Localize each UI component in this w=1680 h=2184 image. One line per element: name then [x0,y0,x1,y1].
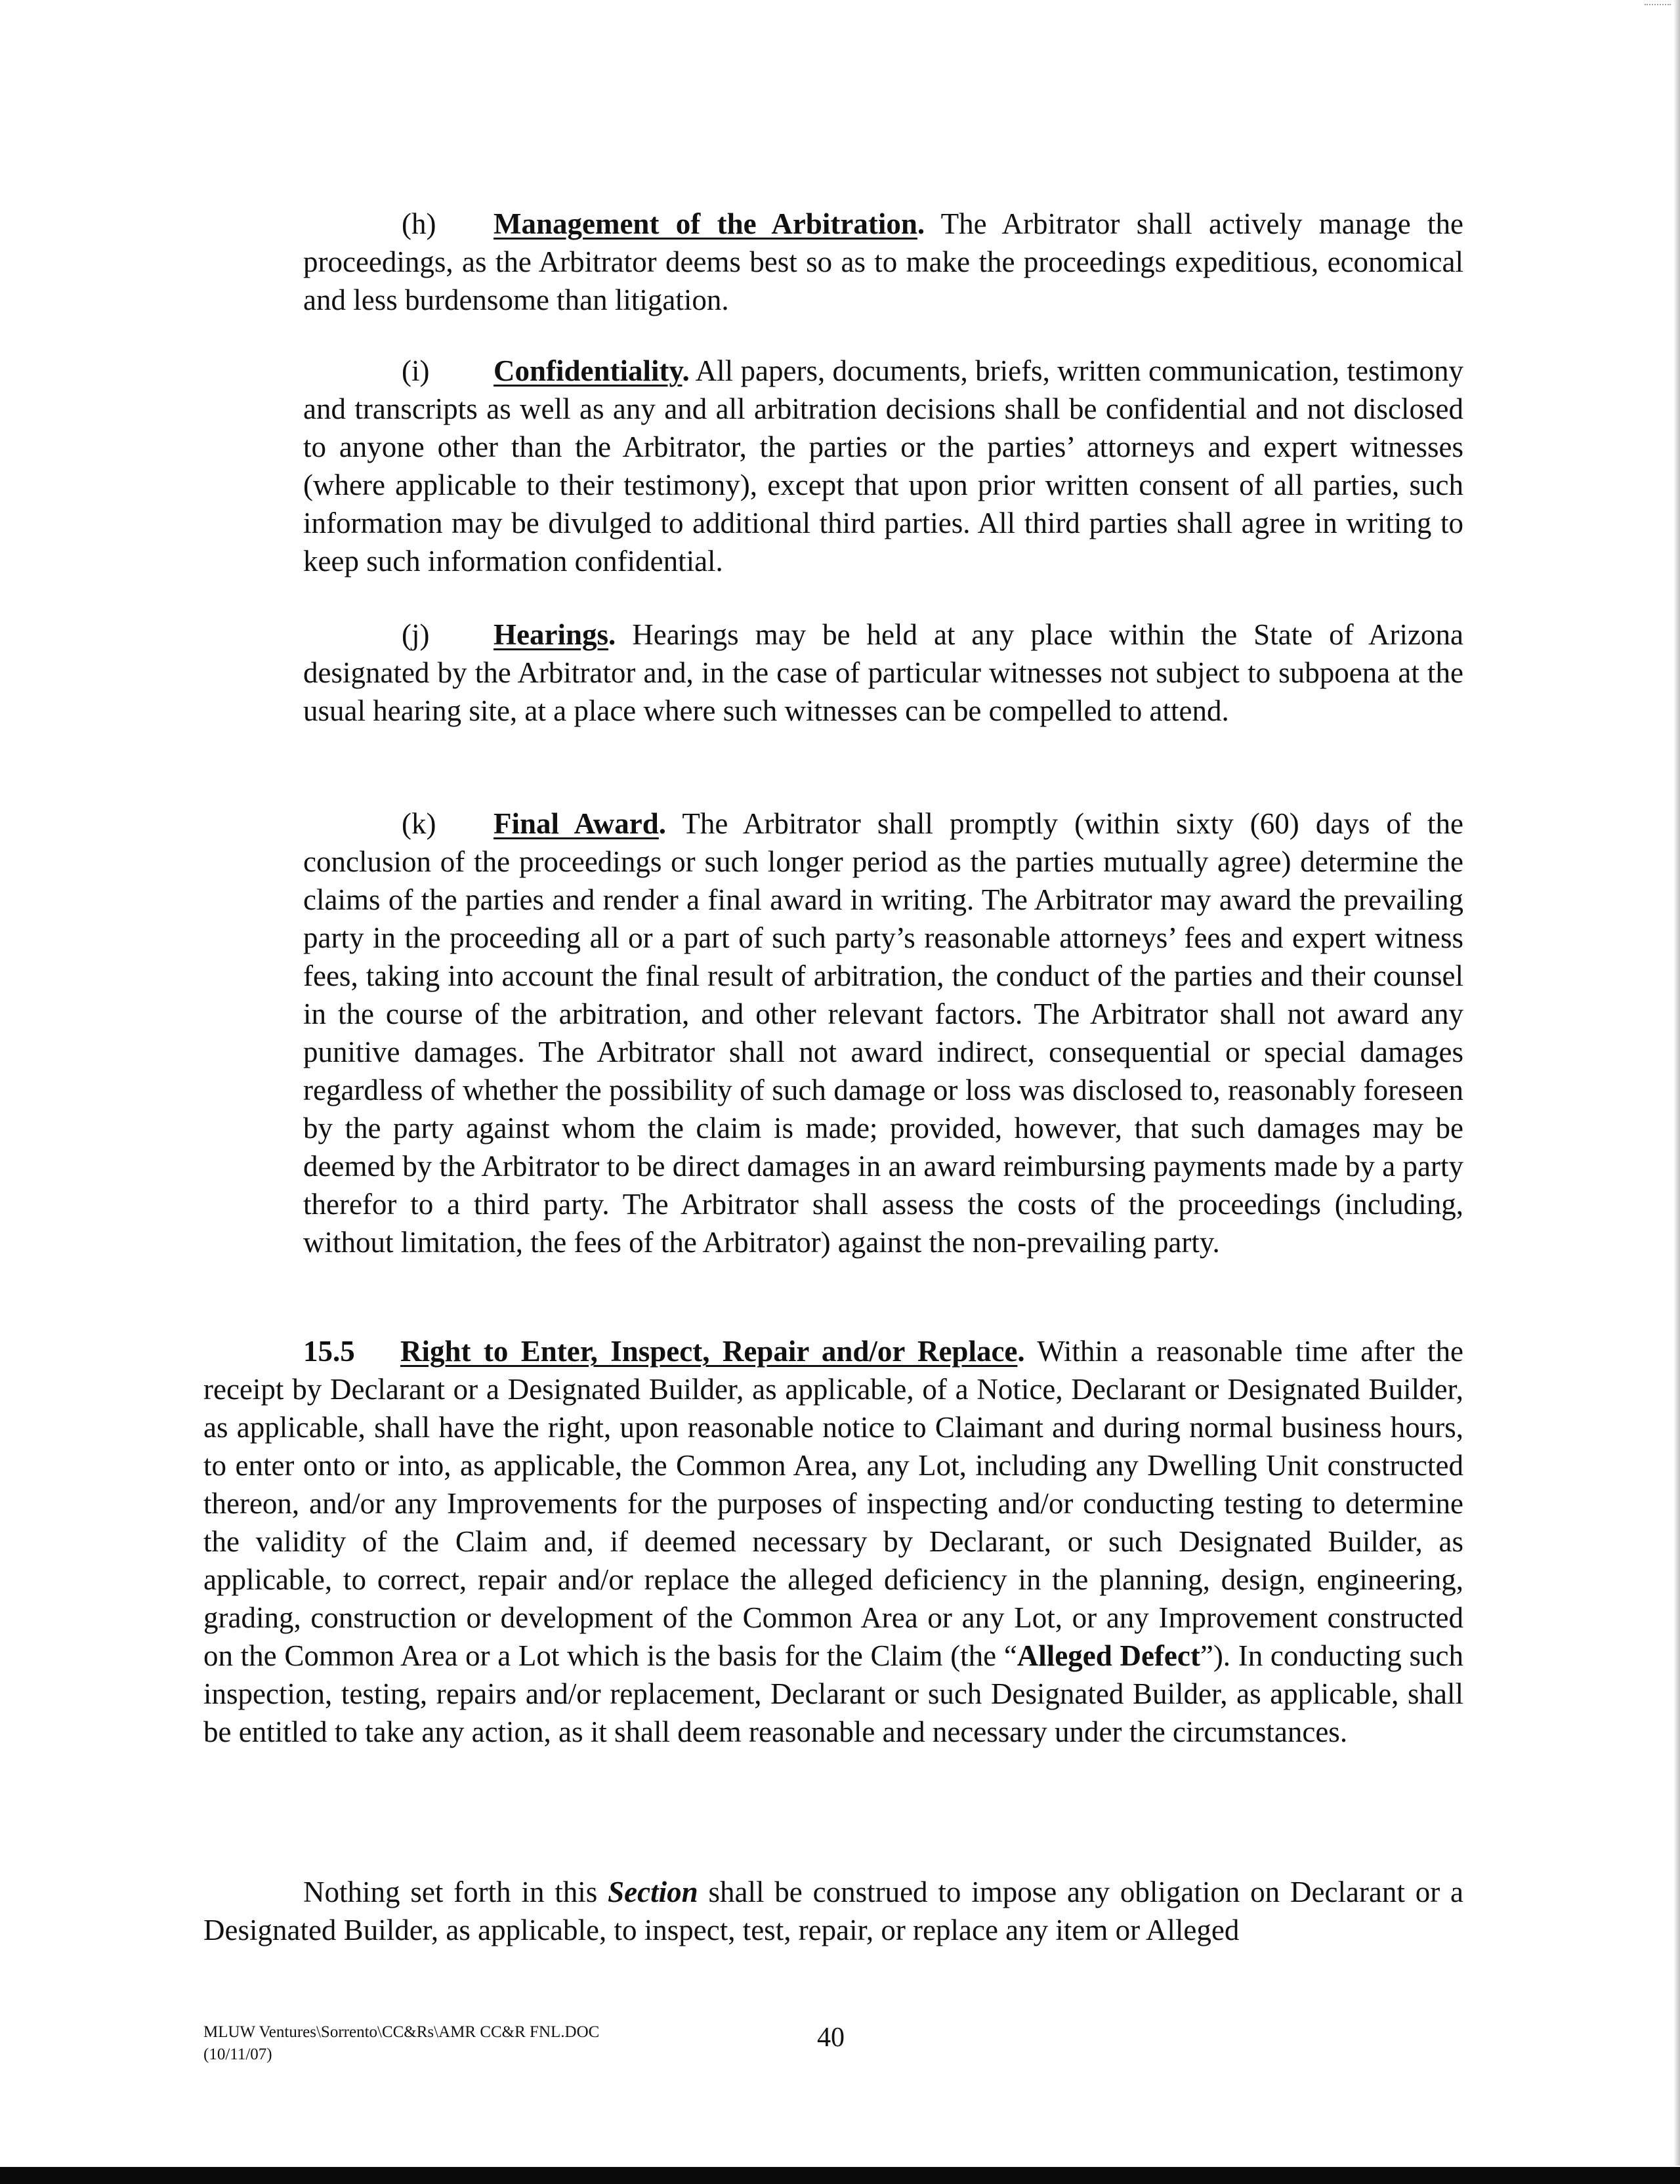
section-emphasis: Section [608,1876,698,1908]
paragraph-j-body: Hearings may be held at any place within the State of Arizona designated by the Arbitrator and, in the case of particular witnesses not subject to subpoena at the usual hearing site, at a place where such witnesses can be compelled to attend. [303,618,1463,727]
scan-artifact [1645,4,1671,10]
paragraph-k-label: (k) [402,807,436,840]
scan-edge-right [1673,0,1680,2166]
paragraph-j-label: (j) [402,618,430,651]
paragraph-k-body: The Arbitrator shall promptly (within sixty (60) days of the conclusion of the proceedings or such longer period as the parties mutually agree) determine the claims of the parties and render a final award in writing. The Arbitrator may award the prevailing party in the proceeding all or a part of such party’s reasonable attorneys’ fees and expert witness fees, taking into account the final result of arbitration, the conduct of the parties and their counsel in the course of the arbitration, and other relevant factors. The Arbitrator shall not award any punitive damages. The Arbitrator shall not award indirect, consequential or special damages regardless of whether the possibility of such damage or loss was disclosed to, reasonably foreseen by the party against whom the claim is made; provided, however, that such damages may be deemed by the Arbitrator to be direct damages in an award reimbursing payments made by a party therefor to a third party. The Arbitrator shall assess the costs of the proceedings (including, without limitation, the fees of the Arbitrator) against the non-prevailing party. [303,807,1463,1259]
paragraph-nothing-set-forth [203,1873,1463,1949]
page-number: 40 [817,2023,845,2053]
paragraph-nothing-after: shall be construed to impose any obligation on Declarant or a Designated Builder, as applicable, to inspect, test, repair, or replace any item or Alleged [203,1876,1463,1946]
section-15-5-heading: Right to Enter, Inspect, Repair and/or Replace [400,1335,1018,1368]
section-15-5-body-after: ”). In conducting such inspection, testing, repairs and/or replacement, Declarant or such Designated Builder, as applicable, shall be entitled to take any action, as it shall deem reasonable and necessary under the circumstances. [203,1639,1463,1748]
footer-file-path: MLUW Ventures\Sorrento\CC&Rs\AMR CC&R FNL.DOC [203,2023,600,2041]
paragraph-h-heading-period: . [917,207,925,240]
paragraph-nothing-before: Nothing set forth in this [303,1876,608,1908]
paragraph-k-heading-period: . [658,807,667,840]
paragraph-i-label: (i) [402,354,430,387]
section-15-5 [203,1332,1463,1751]
section-15-5-heading-period: . [1017,1335,1025,1368]
footer-document-info [203,2021,599,2066]
paragraph-h-heading: Management of the Arbitration [494,207,917,240]
paragraph-k-heading: Final Award [494,807,659,840]
paragraph-i [303,352,1463,580]
paragraph-j-heading-period: . [608,618,616,651]
paragraph-i-body: All papers, documents, briefs, written communication, testimony and transcripts as well as any and all arbitration decisions shall be confidential and not disclosed to anyone other than the Arbitrator, the parties or the parties’ attorneys and expert witnesses (where applicable to their testimony), except that upon prior written consent of all parties, such information may be divulged to additional third parties. All third parties shall agree in writing to keep such information confidential. [303,354,1463,578]
scan-edge-bottom [0,2167,1680,2184]
paragraph-j-heading: Hearings [494,618,608,651]
paragraph-i-heading: Confidentiality [494,354,682,387]
paragraph-k [303,805,1463,1261]
paragraph-j [303,616,1463,730]
alleged-defect-term: Alleged Defect [1017,1639,1200,1672]
paragraph-h-body: The Arbitrator shall actively manage the proceedings, as the Arbitrator deems best so as to make the proceedings expeditious, economical and less burdensome than litigation. [303,207,1464,316]
footer-date: (10/11/07) [203,2046,272,2063]
paragraph-h-label: (h) [402,207,436,240]
section-15-5-body-before: Within a reasonable time after the receipt by Declarant or a Designated Builder, as applicable, of a Notice, Declarant or Designated Builder, as applicable, shall have the right, upon reasonable notice to Claimant and during normal business hours, to enter onto or into, as applicable, the Common Area, any Lot, including any Dwelling Unit constructed thereon, and/or any Improvements for the purposes of inspecting and/or conducting testing to determine the validity of the Claim and, if deemed necessary by Declarant, or such Designated Builder, as applicable, to correct, repair and/or replace the alleged deficiency in the planning, design, engineering, grading, construction or development of the Common Area or any Lot, or any Improvement constructed on the Common Area or a Lot which is the basis for the Claim (the “ [203,1335,1463,1672]
paragraph-h [303,205,1463,319]
paragraph-i-heading-period: . [682,354,690,387]
section-15-5-number: 15.5 [303,1335,355,1368]
